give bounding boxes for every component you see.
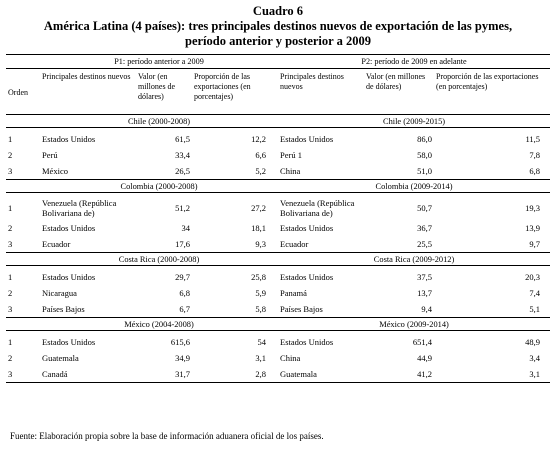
header-destinos-p2: Principales destinos nuevos bbox=[278, 69, 364, 115]
destino-p1-cell: Canadá bbox=[40, 366, 136, 383]
destino-p2-cell: Estados Unidos bbox=[280, 134, 334, 144]
valor-p1-cell: 31,7 bbox=[136, 366, 192, 383]
table-row bbox=[6, 236, 550, 253]
table-row bbox=[6, 147, 550, 163]
proporcion-p1-cell: 12,2 bbox=[251, 134, 267, 144]
destino-p2-cell: Venezuela (República Bolivariana de) bbox=[280, 198, 355, 218]
table-row bbox=[6, 285, 550, 301]
destino-p1-cell: Estados Unidos bbox=[42, 337, 96, 347]
proporcion-p2-cell: 3,1 bbox=[434, 366, 550, 383]
header-valor-p1: Valor (en millones de dólares) bbox=[136, 69, 192, 115]
proporcion-p2-cell: 6,8 bbox=[434, 163, 550, 180]
valor-p2-cell: 51,0 bbox=[364, 163, 434, 180]
valor-p1-cell: 51,2 bbox=[175, 203, 190, 213]
table-row bbox=[6, 350, 550, 366]
proporcion-p2-cell: 3,4 bbox=[529, 353, 541, 363]
header-proporcion-p2: Proporción de las exportaciones (en porcentajes) bbox=[434, 69, 550, 115]
destino-p2-cell: China bbox=[278, 163, 364, 180]
destino-p1-cell: Ecuador bbox=[40, 236, 136, 253]
country-p2-label: Chile (2009-2015) bbox=[278, 115, 550, 128]
orden-cell: 1 bbox=[8, 272, 13, 282]
country-p1-label: Chile (2000-2008) bbox=[40, 115, 278, 128]
destino-p2-cell: Ecuador bbox=[278, 236, 364, 253]
destino-p2-cell: Estados Unidos bbox=[280, 223, 334, 233]
country-p1-label: México (2004-2008) bbox=[40, 318, 278, 331]
orden-cell: 3 bbox=[6, 163, 40, 180]
proporcion-p2-cell: 20,3 bbox=[525, 272, 541, 282]
proporcion-p2-cell: 13,9 bbox=[525, 223, 541, 233]
valor-p2-cell: 41,2 bbox=[364, 366, 434, 383]
orden-cell: 2 bbox=[8, 288, 13, 298]
valor-p2-cell: 58,0 bbox=[417, 150, 433, 160]
proporcion-p1-cell: 6,6 bbox=[255, 150, 267, 160]
country-p1-label: Costa Rica (2000-2008) bbox=[40, 253, 278, 266]
valor-p1-cell: 61,5 bbox=[175, 134, 190, 144]
valor-p2-cell: 44,9 bbox=[417, 353, 433, 363]
country-row bbox=[6, 253, 550, 266]
table-row bbox=[6, 301, 550, 318]
destino-p2-cell: Guatemala bbox=[278, 366, 364, 383]
destino-p1-cell: Venezuela (República Bolivariana de) bbox=[42, 198, 117, 218]
period-header-row bbox=[6, 55, 550, 69]
proporcion-p1-cell: 5,9 bbox=[255, 288, 267, 298]
country-row bbox=[6, 115, 550, 128]
table-row bbox=[6, 220, 550, 236]
export-destinations-table bbox=[6, 54, 550, 383]
valor-p1-cell: 29,7 bbox=[175, 272, 190, 282]
destino-p2-cell: Estados Unidos bbox=[280, 272, 334, 282]
proporcion-p1-cell: 18,1 bbox=[251, 223, 267, 233]
destino-p2-cell: China bbox=[280, 353, 301, 363]
destino-p1-cell: Estados Unidos bbox=[42, 223, 96, 233]
destino-p2-cell: Países Bajos bbox=[278, 301, 364, 318]
table-row bbox=[6, 193, 550, 221]
valor-p2-cell: 37,5 bbox=[417, 272, 433, 282]
destino-p1-cell: Países Bajos bbox=[40, 301, 136, 318]
table-row bbox=[6, 128, 550, 148]
source-note: Fuente: Elaboración propia sobre la base de información aduanera oficial de los países. bbox=[10, 431, 324, 441]
country-row bbox=[6, 180, 550, 193]
destino-p1-cell: Nicaragua bbox=[42, 288, 77, 298]
orden-cell: 3 bbox=[6, 366, 40, 383]
valor-p1-cell: 34,9 bbox=[175, 353, 190, 363]
valor-p2-cell: 36,7 bbox=[417, 223, 433, 233]
country-row bbox=[6, 318, 550, 331]
destino-p2-cell: Perú 1 bbox=[280, 150, 302, 160]
proporcion-p1-cell: 27,2 bbox=[251, 203, 267, 213]
table-subtitle: período anterior y posterior a 2009 bbox=[185, 34, 371, 48]
valor-p1-cell: 26,5 bbox=[136, 163, 192, 180]
proporcion-p1-cell: 9,3 bbox=[192, 236, 278, 253]
proporcion-p2-cell: 9,7 bbox=[434, 236, 550, 253]
destino-p1-cell: Perú bbox=[42, 150, 58, 160]
valor-p2-cell: 651,4 bbox=[412, 337, 433, 347]
period-p2-label: P2: período de 2009 en adelante bbox=[278, 55, 550, 69]
proporcion-p1-cell: 3,1 bbox=[255, 353, 267, 363]
orden-cell: 2 bbox=[8, 223, 13, 233]
valor-p1-cell: 6,8 bbox=[179, 288, 190, 298]
proporcion-p1-cell: 25,8 bbox=[251, 272, 267, 282]
proporcion-p1-cell: 54 bbox=[257, 337, 267, 347]
table-row bbox=[6, 266, 550, 286]
column-header-row bbox=[6, 69, 550, 115]
country-p2-label: Costa Rica (2009-2012) bbox=[278, 253, 550, 266]
country-p2-label: Colombia (2009-2014) bbox=[278, 180, 550, 193]
period-p1-label: P1: período anterior a 2009 bbox=[40, 55, 278, 69]
proporcion-p2-cell: 5,1 bbox=[434, 301, 550, 318]
header-destinos-p1: Principales destinos nuevos bbox=[40, 69, 136, 115]
table-row bbox=[6, 163, 550, 180]
destino-p2-cell: Panamá bbox=[280, 288, 307, 298]
valor-p2-cell: 25,5 bbox=[364, 236, 434, 253]
proporcion-p2-cell: 48,9 bbox=[525, 337, 541, 347]
country-p2-label: México (2009-2014) bbox=[278, 318, 550, 331]
table-title: América Latina (4 países): tres principales destinos nuevos de exportación de las pymes, bbox=[43, 19, 513, 33]
proporcion-p2-cell: 11,5 bbox=[525, 134, 541, 144]
destino-p1-cell: México bbox=[40, 163, 136, 180]
orden-cell: 1 bbox=[8, 203, 13, 213]
valor-p1-cell: 6,7 bbox=[136, 301, 192, 318]
header-orden: Orden bbox=[6, 69, 40, 115]
destino-p1-cell: Estados Unidos bbox=[42, 134, 96, 144]
orden-cell: 2 bbox=[8, 353, 13, 363]
valor-p1-cell: 615,6 bbox=[170, 337, 190, 347]
orden-cell: 1 bbox=[8, 134, 13, 144]
country-p1-label: Colombia (2000-2008) bbox=[40, 180, 278, 193]
table-row bbox=[6, 366, 550, 383]
destino-p1-cell: Estados Unidos bbox=[42, 272, 96, 282]
table-row bbox=[6, 331, 550, 351]
proporcion-p1-cell: 5,2 bbox=[192, 163, 278, 180]
valor-p1-cell: 34 bbox=[181, 223, 190, 233]
valor-p2-cell: 13,7 bbox=[417, 288, 433, 298]
valor-p2-cell: 86,0 bbox=[417, 134, 433, 144]
valor-p2-cell: 50,7 bbox=[417, 203, 433, 213]
header-proporcion-p1: Proporción de las exportaciones (en porcentajes) bbox=[192, 69, 278, 115]
orden-cell: 3 bbox=[6, 301, 40, 318]
orden-cell: 3 bbox=[6, 236, 40, 253]
proporcion-p1-cell: 5,8 bbox=[192, 301, 278, 318]
destino-p1-cell: Guatemala bbox=[42, 353, 79, 363]
table-number: Cuadro 6 bbox=[252, 4, 304, 18]
proporcion-p2-cell: 7,4 bbox=[529, 288, 541, 298]
proporcion-p2-cell: 19,3 bbox=[525, 203, 541, 213]
proporcion-p1-cell: 2,8 bbox=[192, 366, 278, 383]
proporcion-p2-cell: 7,8 bbox=[529, 150, 541, 160]
header-valor-p2: Valor (en millones de dólares) bbox=[364, 69, 434, 115]
orden-cell: 1 bbox=[8, 337, 13, 347]
destino-p2-cell: Estados Unidos bbox=[280, 337, 334, 347]
valor-p1-cell: 33,4 bbox=[175, 150, 190, 160]
orden-cell: 2 bbox=[8, 150, 13, 160]
valor-p1-cell: 17,6 bbox=[136, 236, 192, 253]
valor-p2-cell: 9,4 bbox=[364, 301, 434, 318]
